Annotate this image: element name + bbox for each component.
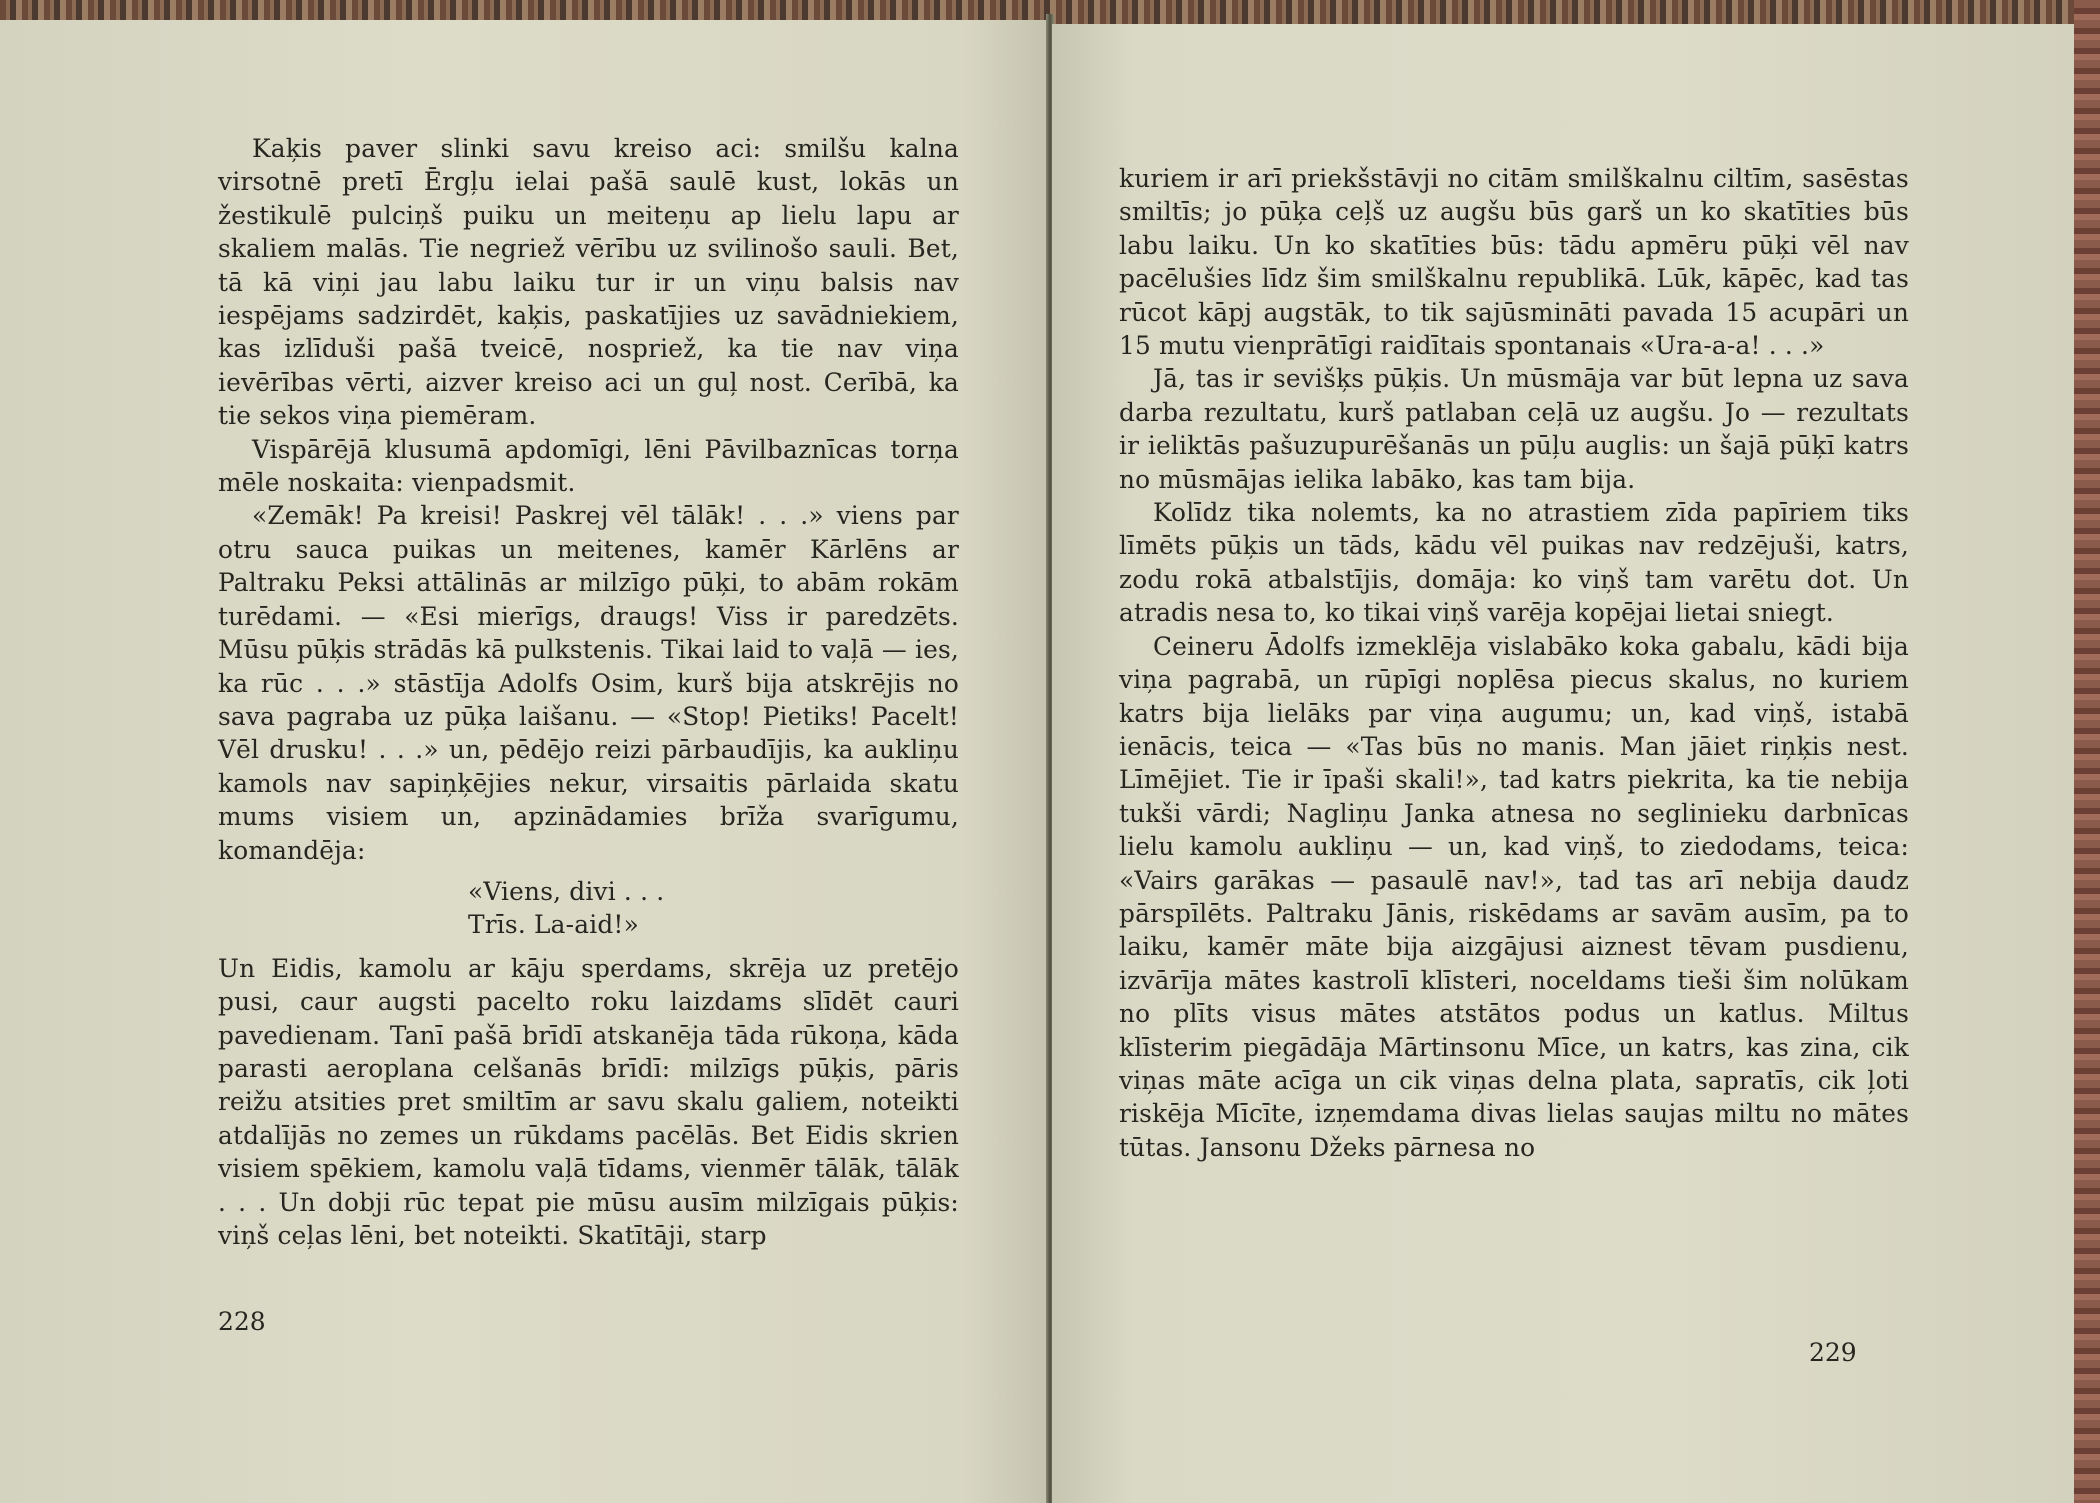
paragraph: «Zemāk! Pa kreisi! Paskrej vēl tālāk! . . .» viens par otru sauca puikas un meitenes, kamēr Kārlēns ar Paltraku Peksi attālinās ar milzīgo pūķi, to abām rokām turēdami. — «Esi mierīgs, draugs! Viss ir paredzēts. Mūsu pūķis strādās kā pulkstenis. Tikai laid to vaļā — ies, ka rūc . . .» stāstīja Adolfs Osim, kurš bija atskrējis no sava pagraba uz pūķa laišanu. — «Stop! Pietiks! Pacelt! Vēl drusku! . . .» un, pēdējo reizi pārbaudījis, ka aukliņu kamols nav sapiņķējies nekur, virsaitis pārlaida skatu mums visiem un, apzinādamies brīža svarīgumu, komandēja: bbox=[218, 501, 959, 865]
paragraph: Kolīdz tika nolemts, ka no atrastiem zīda papīriem tiks līmēts pūķis un tāds, kādu vēl puikas nav redzējuši, katrs, zodu rokā atbalstījis, domāja: ko viņš tam varētu dot. Un atradis nesa to, ko tikai viņš varēja kopējai lietai sniegt. bbox=[1119, 498, 1909, 628]
poem-line: Trīs. La-aid!» bbox=[468, 910, 639, 940]
paragraph: Vispārējā klusumā apdomīgi, lēni Pāvilbaznīcas torņa mēle noskaita: vienpadsmit. bbox=[218, 434, 959, 498]
poem-line: «Viens, divi . . . bbox=[468, 876, 665, 906]
page-number: 229 bbox=[1809, 1338, 1857, 1367]
paragraph: Un Eidis, kamolu ar kāju sperdams, skrēja uz pretējo pusi, caur augsti pacelto roku laizdams slīdēt cauri pavedienam. Tanī pašā brīdī atskanēja tāda rūkoņa, kāda parasti aeroplana celšanās brīdī: milzīgs pūķis, pāris reižu atsities pret smiltīm ar savu skalu galiem, noteikti atdalījās no zemes un rūkdams pacēlās. Bet Eidis skrien visiem spēkiem, kamolu vaļā tīdams, vienmēr tālāk, tālāk . . . Un dobji rūc tepat pie mūsu ausīm milzīgais pūķis: viņš ceļas lēni, bet noteikti. Skatītāji, starp bbox=[218, 953, 959, 1250]
page-number: 228 bbox=[218, 1307, 266, 1336]
paragraph: Kaķis paver slinki savu kreiso aci: smilšu kalna virsotnē pretī Ērgļu ielai pašā saulē kust, lokās un žestikulē pulciņš puiku un meiteņu ap lielu lapu ar skaliem malās. Tie negriež vērību uz svilinošo sauli. Bet, tā kā viņi jau labu laiku tur ir un viņu balsis nav iespējams sadzirdēt, kaķis, paskatījies uz savādniekiem, kas izlīduši pašā tveicē, nospriež, ka tie nav viņa ievērības vērti, aizver kreiso aci un guļ nost. Cerībā, ka tie sekos viņa piemēram. bbox=[218, 134, 959, 431]
left-page bbox=[0, 20, 1048, 1503]
left-page-text bbox=[218, 132, 959, 1252]
paragraph: kuriem ir arī priekšstāvji no citām smilškalnu ciltīm, sasēstas smiltīs; jo pūķa ceļš uz augšu būs garš un ko skatīties būs labu laiku. Un ko skatīties būs: tādu apmēru pūķi vēl nav pacēlušies līdz šim smilškalnu republikā. Lūk, kāpēc, kad tas rūcot kāpj augstāk, to tik sajūsmināti pavada 15 acupāri un 15 mutu vienprātīgi raidītais spontanais «Ura-a-a! . . .» bbox=[1119, 164, 1909, 361]
right-page bbox=[1052, 24, 2074, 1503]
paragraph: Ceineru Ādolfs izmeklēja vislabāko koka gabalu, kādi bija viņa pagrabā, un rūpīgi noplēsa piecus skalus, no kuriem katrs bija lielāks par viņa augumu; un, kad viņš, istabā ienācis, teica — «Tas būs no manis. Man jāiet riņķis nest. Līmējiet. Tie ir īpaši skali!», tad katrs piekrita, ka tie nebija tukši vārdi; Nagliņu Janka atnesa no seglinieku darbnīcas lielu kamolu aukliņu — un, kad viņš, to ziedodams, teica: «Vairs garākas — pasaulē nav!», tad tas arī nebija daudz pārspīlēts. Paltraku Jānis, riskēdams ar savām ausīm, pa to laiku, kamēr māte bija aizgājusi aiznest tēvam pusdienu, izvārīja mātes kastrolī klīsteri, noceldams tieši šim nolūkam no plīts visus mātes atstātos podus un katlus. Miltus klīsterim piegādāja Mārtinsonu Mīce, un katrs, kas zina, cik viņas māte acīga un cik viņas delna plata, sapratīs, cik ļoti riskēja Mīcīte, izņemdama divas lielas saujas miltu no mātes tūtas. Jansonu Džeks pārnesa no bbox=[1119, 631, 1909, 1162]
right-page-text bbox=[1119, 162, 1909, 1164]
poem-lines bbox=[218, 875, 959, 942]
book-cover-edge bbox=[2074, 0, 2100, 1503]
paragraph: Jā, tas ir sevišķs pūķis. Un mūsmāja var būt lepna uz sava darba rezultatu, kurš patlaban ceļā uz augšu. Jo — rezultats ir ieliktās pašuzupurēšanās un pūļu auglis: un šajā pūķī katrs no mūsmājas ielika labāko, kas tam bija. bbox=[1119, 364, 1909, 494]
